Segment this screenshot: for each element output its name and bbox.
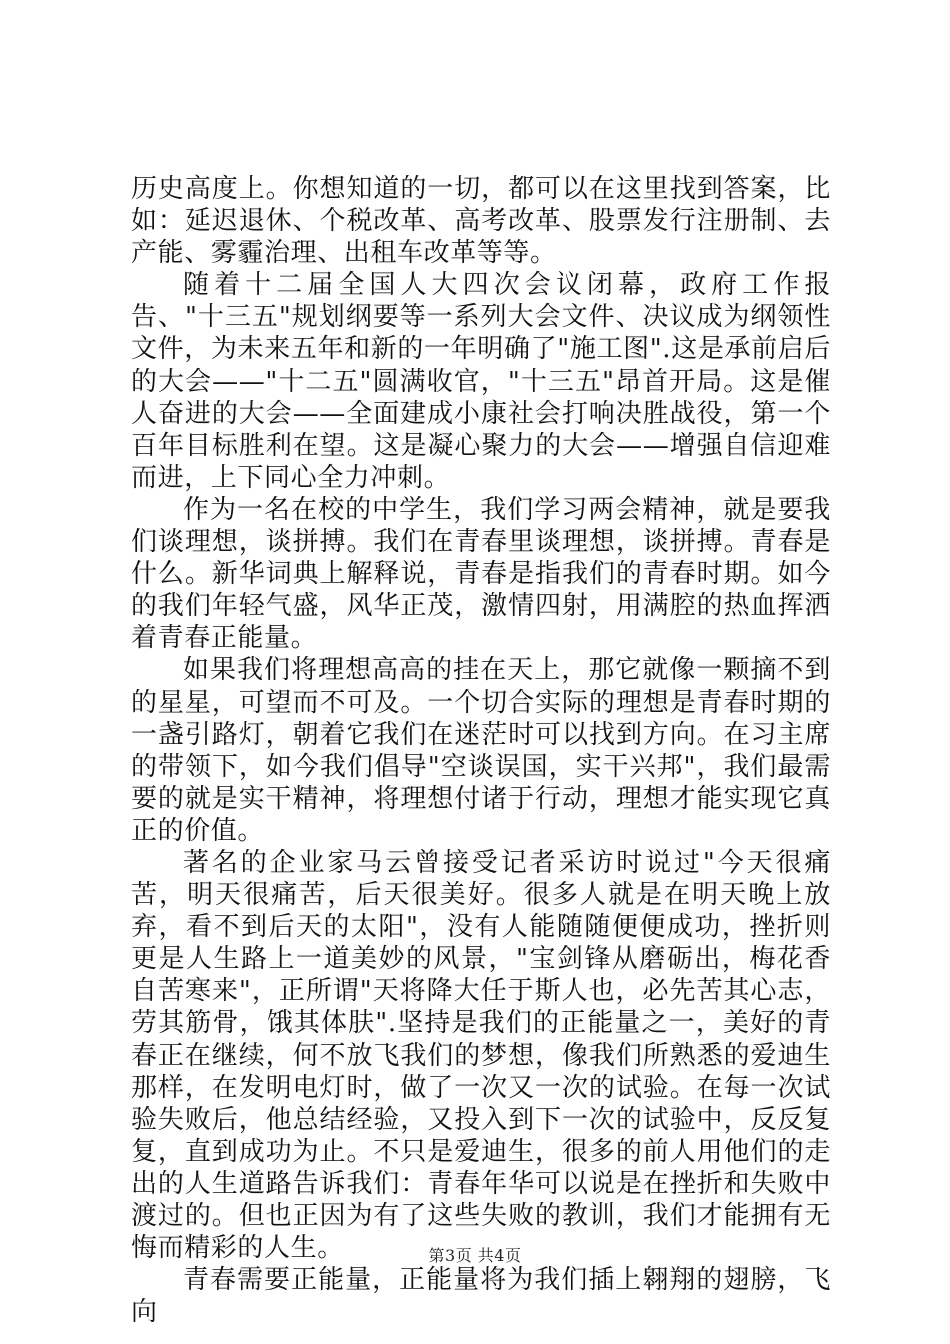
paragraph-2: 随着十二届全国人大四次会议闭幕，政府工作报告、"十三五"规划纲要等一系列大会文件、决议成为纲领性文件，为未来五年和新的一年明确了"施工图".这是承前启后的大会——"十二五"圆满收官，"十三五"昂首开局。这是催人奋进的大会——全面建成小康社会打响决胜战役，第一个百年目标胜利在望。这是凝心聚力的大会——增强自信迎难而进，上下同心全力冲刺。	[131, 270, 831, 493]
page-number-footer: 第3页 共4页	[428, 1246, 522, 1265]
paragraph-6: 青春需要正能量，正能量将为我们插上翱翔的翅膀，飞向	[131, 1265, 831, 1328]
paragraph-4: 如果我们将理想高高的挂在天上，那它就像一颗摘不到的星星，可望而不可及。一个切合实际的理想是青春时期的一盏引路灯，朝着它我们在迷茫时可以找到方向。在习主席的带领下，如今我们倡导"空谈误国，实干兴邦"，我们最需要的就是实干精神，将理想付诸于行动，理想才能实现它真正的价值。	[131, 655, 831, 846]
paragraph-1: 历史高度上。你想知道的一切，都可以在这里找到答案，比如：延迟退休、个税改革、高考改革、股票发行注册制、去产能、雾霾治理、出租车改革等等。	[131, 174, 831, 269]
paragraph-5: 著名的企业家马云曾接受记者采访时说过"今天很痛苦，明天很痛苦，后天很美好。很多人就是在明天晚上放弃，看不到后天的太阳"，没有人能随随便便成功，挫折则更是人生路上一道美妙的风景，"宝剑锋从磨砺出，梅花香自苦寒来"，正所谓"天将降大任于斯人也，必先苦其心志，劳其筋骨，饿其体肤".坚持是我们的正能量之一，美好的青春正在继续，何不放飞我们的梦想，像我们所熟悉的爱迪生那样，在发明电灯时，做了一次又一次的试验。在每一次试验失败后，他总结经验，又投入到下一次的试验中，反反复复，直到成功为止。不只是爱迪生，很多的前人用他们的走出的人生道路告诉我们：青春年华可以说是在挫折和失败中渡过的。但也正因为有了这些失败的教训，我们才能拥有无悔而精彩的人生。	[131, 847, 831, 1264]
paragraph-3: 作为一名在校的中学生，我们学习两会精神，就是要我们谈理想，谈拼搏。我们在青春里谈理想，谈拼搏。青春是什么。新华词典上解释说，青春是指我们的青春时期。如今的我们年轻气盛，风华正茂，激情四射，用满腔的热血挥洒着青春正能量。	[131, 494, 831, 654]
document-body	[131, 173, 831, 1328]
